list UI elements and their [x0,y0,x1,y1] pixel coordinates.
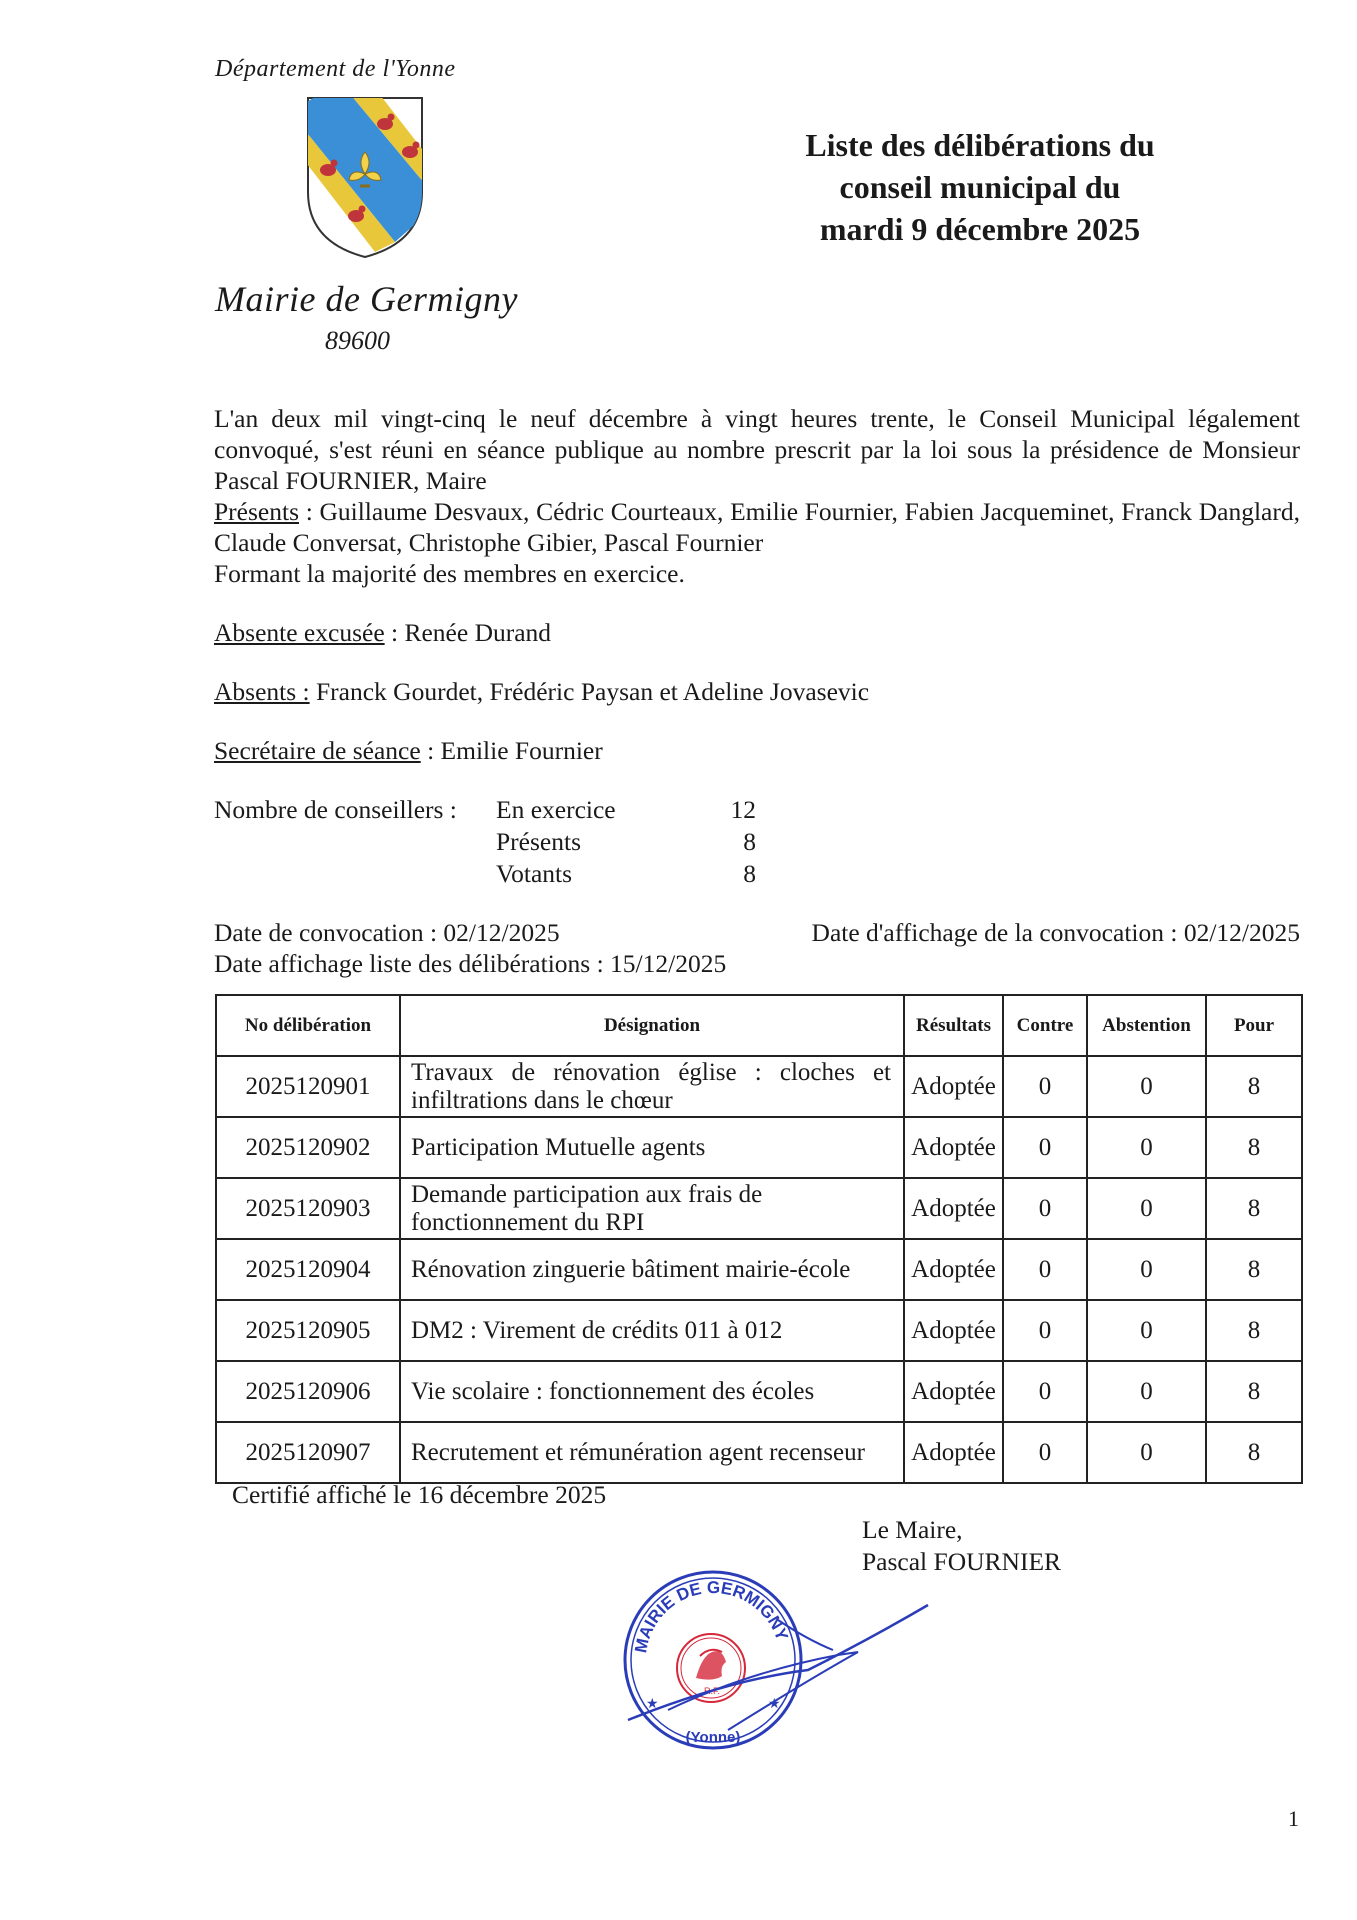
table-row [216,1239,1302,1300]
svg-text:R.F.: R.F. [704,1686,721,1696]
table-row [216,1422,1302,1483]
cell-contre: 0 [1003,1117,1087,1178]
cell-contre: 0 [1003,1422,1087,1483]
svg-text:MAIRIE DE GERMIGNY: MAIRIE DE GERMIGNY [631,1577,792,1655]
col-header: Résultats [904,995,1003,1056]
cell-no: 2025120907 [216,1422,400,1483]
presents-label: Présents [214,497,299,526]
absente-value: : Renée Durand [384,618,552,647]
absente-label: Absente excusée [214,618,385,647]
col-header: Contre [1003,995,1087,1056]
table-row [216,1361,1302,1422]
counts-table [214,794,756,890]
deliberations-table [215,994,1303,1484]
date-affichage-liste: Date affichage liste des délibérations : 15/12/2025 [214,949,727,978]
cell-contre: 0 [1003,1361,1087,1422]
coat-of-arms-icon [300,92,430,262]
cell-abstention: 0 [1087,1239,1206,1300]
intro-paragraph: L'an deux mil vingt-cinq le neuf décembre à vingt heures trente, le Conseil Municipal légalement convoqué, s'est réuni en séance publique au nombre prescrit par la loi sous la présidence de Monsieur Pascal FOURNIER, Maire [214,404,1300,495]
cell-pour: 8 [1206,1056,1302,1117]
cell-no: 2025120905 [216,1300,400,1361]
cell-contre: 0 [1003,1056,1087,1117]
title-line: conseil municipal du [839,169,1121,205]
cell-pour: 8 [1206,1361,1302,1422]
page-number: 1 [1288,1806,1299,1831]
cell-no: 2025120902 [216,1117,400,1178]
table-header-row [216,995,1302,1056]
mairie-name: Mairie de Germigny [215,279,518,319]
title-line: mardi 9 décembre 2025 [819,211,1141,247]
table-row [216,1056,1302,1117]
count-name: En exercice [496,795,616,824]
cell-designation: DM2 : Virement de crédits 011 à 012 [400,1300,904,1361]
svg-text:★: ★ [768,1697,781,1712]
col-header: Pour [1206,995,1302,1056]
table-row [216,1117,1302,1178]
cell-pour: 8 [1206,1178,1302,1239]
cell-abstention: 0 [1087,1178,1206,1239]
cell-no: 2025120904 [216,1239,400,1300]
count-value: 8 [743,859,756,888]
counts-label: Nombre de conseillers : [214,795,457,824]
postal-code: 89600 [325,326,390,355]
count-name: Présents [496,827,581,856]
cell-abstention: 0 [1087,1300,1206,1361]
cell-contre: 0 [1003,1178,1087,1239]
absents-line [214,676,1300,707]
presents-line [214,496,1300,558]
svg-text:★: ★ [646,1697,659,1712]
cell-no: 2025120901 [216,1056,400,1117]
cell-resultat: Adoptée [904,1422,1003,1483]
presents-value: : Guillaume Desvaux, Cédric Courteaux, Emilie Fournier, Fabien Jacqueminet, Franck Danglard, Claude Conversat, Christophe Gibier, Pascal Fournier [214,497,1300,557]
absents-label: Absents : [214,677,310,706]
cell-abstention: 0 [1087,1056,1206,1117]
certifie-affiche: Certifié affiché le 16 décembre 2025 [232,1480,607,1509]
svg-text:(Yonne): (Yonne) [685,1729,741,1746]
cell-resultat: Adoptée [904,1178,1003,1239]
maire-name: Pascal FOURNIER [862,1547,1062,1576]
col-header: No délibération [216,995,400,1056]
cell-designation: Recrutement et rémunération agent recenseur [400,1422,904,1483]
cell-resultat: Adoptée [904,1300,1003,1361]
cell-designation: Rénovation zinguerie bâtiment mairie-école [400,1239,904,1300]
absente-line [214,617,1300,648]
absents-value: Franck Gourdet, Frédéric Paysan et Adeline Jovasevic [309,677,870,706]
table-row [216,1178,1302,1239]
count-value: 12 [730,795,756,824]
cell-contre: 0 [1003,1239,1087,1300]
page-title [740,124,1220,250]
count-name: Votants [496,859,573,888]
cell-pour: 8 [1206,1300,1302,1361]
cell-pour: 8 [1206,1239,1302,1300]
count-value: 8 [743,827,756,856]
majority-line: Formant la majorité des membres en exercice. [214,559,685,588]
secretaire-line [214,735,1300,766]
cell-designation: Vie scolaire : fonctionnement des écoles [400,1361,904,1422]
cell-pour: 8 [1206,1117,1302,1178]
cell-pour: 8 [1206,1422,1302,1483]
cell-resultat: Adoptée [904,1117,1003,1178]
cell-designation: Travaux de rénovation église : cloches et infiltrations dans le chœur [400,1056,904,1117]
cell-abstention: 0 [1087,1117,1206,1178]
date-affichage-convocation: Date d'affichage de la convocation : 02/12/2025 [811,918,1300,947]
title-line: Liste des délibérations du [805,127,1155,163]
col-header: Abstention [1087,995,1206,1056]
secretaire-label: Secrétaire de séance [214,736,421,765]
cell-resultat: Adoptée [904,1361,1003,1422]
official-stamp-icon [608,1560,938,1760]
cell-no: 2025120906 [216,1361,400,1422]
cell-resultat: Adoptée [904,1239,1003,1300]
cell-contre: 0 [1003,1300,1087,1361]
intro-section [214,403,1300,589]
cell-designation: Participation Mutuelle agents [400,1117,904,1178]
department-label: Département de l'Yonne [215,56,456,82]
cell-no: 2025120903 [216,1178,400,1239]
table-row [216,1300,1302,1361]
cell-designation: Demande participation aux frais de fonctionnement du RPI [400,1178,904,1239]
date-convocation: Date de convocation : 02/12/2025 [214,918,560,947]
secretaire-value: : Emilie Fournier [420,736,603,765]
cell-abstention: 0 [1087,1422,1206,1483]
cell-resultat: Adoptée [904,1056,1003,1117]
col-header: Désignation [400,995,904,1056]
maire-title: Le Maire, [862,1515,963,1544]
cell-abstention: 0 [1087,1361,1206,1422]
